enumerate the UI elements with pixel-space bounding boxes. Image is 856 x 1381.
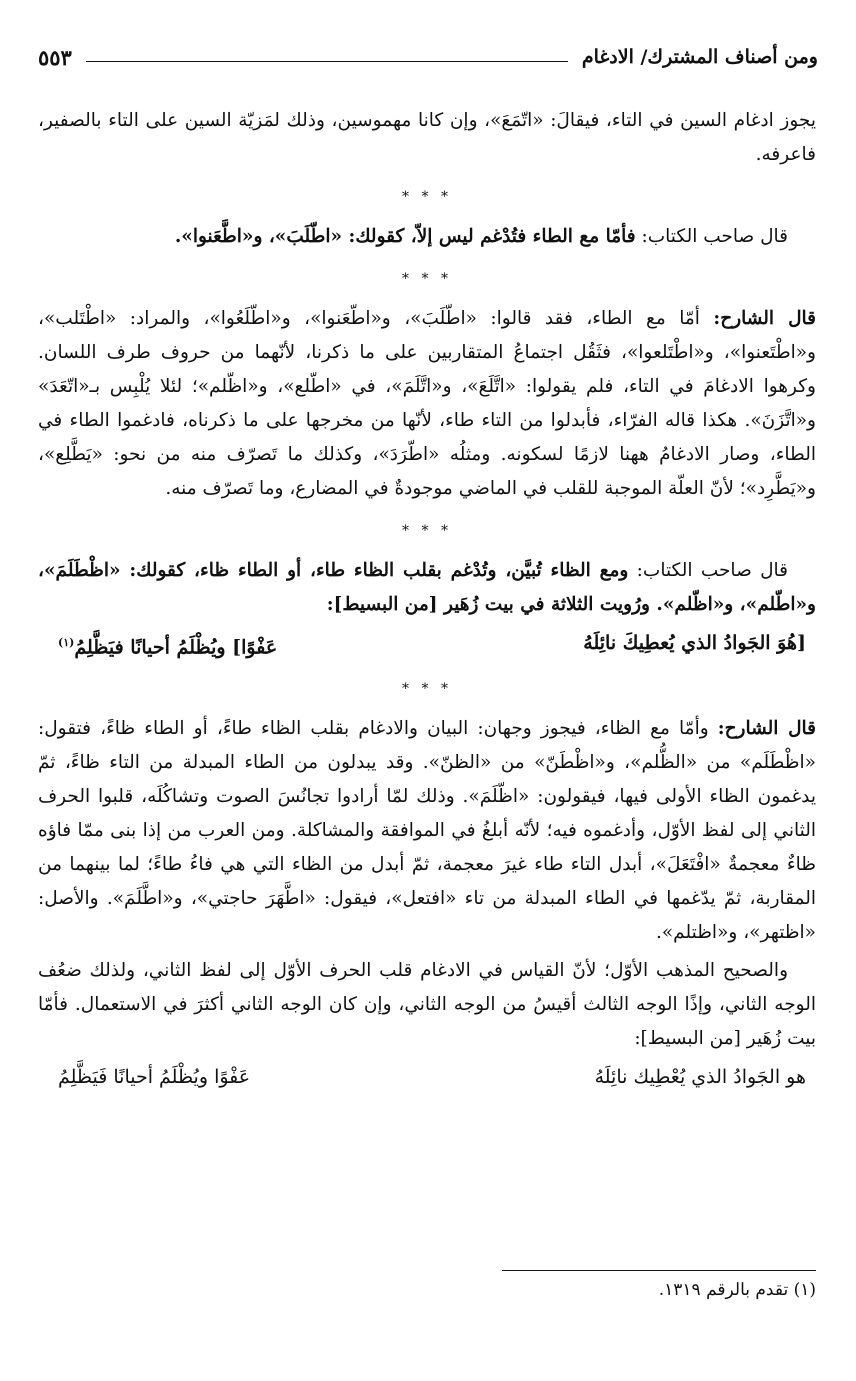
verse-second-hemistich (58, 626, 277, 664)
verse-first-hemistich: [هُوَ الجَوادُ الذي يُعطِيكَ نائِلَهُ (583, 632, 806, 654)
commentary-2 (38, 712, 816, 950)
commentator-lead: قال الشارح: (717, 718, 816, 740)
verse-second-hemistich: عَفْوًا ويُظْلَمُ أحيانًا فَيَظَّلِمُ (58, 1066, 251, 1089)
running-title: ومن أصناف المشترك/ الادغام (581, 46, 818, 68)
footnote-rule (502, 1270, 816, 1271)
author-rule: فأمّا مع الطاء فتُدْغم ليس إلاّ، كقولك: «اطّلَبَ»، و«اطَّعَنوا». (174, 226, 636, 247)
paragraph-1: يجوز ادغام السين في التاء، فيقالَ: «اتّمَعَ»، وإن كانا مهموسين، وذلك لمَزيّة السين على التاء بالصفير، فاعرفه. (38, 110, 816, 165)
paragraph-6: والصحيح المذهب الأوّل؛ لأنّ القياس في الادغام قلب الحرف الأوّل إلى لفظ الثاني، ولذلك ضعُف الوجه الثاني، وإذًا الوجه الثالث أقيسُ من الوجه الثاني، وإن كان الوجه الثاني أكثرَ في الاستعمال. فأمّا بيت زُهَير [من البسيط]: (38, 960, 816, 1050)
commentator-lead: قال الشارح: (713, 308, 816, 329)
author-rule: ومع الظاء تُبيَّن، وتُدْغم بقلب الظاء طاء، أو الطاء ظاء، كقولك: «اظْطَلَمَ»، و«اطّلم»، و«اظّلم». ورُويت الثلاثة في بيت زُهَير [من البسيط]: (38, 560, 816, 615)
page-body (38, 104, 816, 1098)
commentary-text: أمّا مع الطاء، فقد قالوا: «اطّلَبَ»، و«اطّعَنوا»، و«اطّلَعُوا»، والمراد: «اطْتَلب»، و«اطْتَعنوا»، و«اطْتَلعوا»، فثَقُل اجتماعُ المتقاربين على ما ذكرنا، لأنّهما من حروف طرف اللسان. وكرهوا الادغامَ في التاء، فلم يقولوا: «اتَّلَعَ»، و«اتَّلَمَ»، في «اطّلع»، و«اظّلم»؛ لئلا يُلْبِس بـ«اتّعَدَ» و«اتَّزَنَ». هكذا قاله الفرّاء، فأبدلوا من التاء طاء، لأنّها من مخرجها على ما ذكرناه، فادغموا الطاء في الطاء، وصار الادغامُ ههنا لازمًا لسكونه. ومثلُه «اطّرَدَ»، وكذلك ما تَصرّف منه من نحو: «يَطَّلِع»، و«يَطَّرِد»؛ لأنّ العلّة الموجبة للقلب في الماضي موجودةٌ في المضارع، وما تَصرّف منه. (38, 308, 816, 499)
page-header (38, 40, 818, 74)
verse-second-text: عَفْوًا] ويُظْلَمُ أحيانًا فيَظَّلِمُ (74, 636, 278, 659)
author-text-2 (38, 554, 816, 622)
author-lead: قال صاحب الكتاب: (636, 560, 788, 581)
separator-stars-1: * * * (402, 189, 452, 205)
author-lead: قال صاحب الكتاب: (641, 226, 788, 247)
verse-first-hemistich: هو الجَوادُ الذي يُعْطِيك نائِلَهُ (594, 1066, 806, 1089)
commentary-text: وأمّا مع الظاء، فيجوز وجهان: البيان والادغام بقلب الظاء طاءً، أو الطاء ظاءً، فتقول: «اظْطَلَم» من «الظُّلم»، و«اظْطَنّ» من «الظنّ». وقد يبدلون من الطاء المبدلة من التاء ظاءً، ثمّ يدغمون الظاء الأولى فيها، فيقولون: «اظّلَمَ». وذلك لمّا أرادوا تجانُسَ الصوت وتشاكُلَه، قلبوا الحرف الثاني إلى لفظ الأوّل، وأدغموه فيه؛ لأنّه أبلغُ في الموافقة والمشاكلة. ومن العرب من إذا بنى ممّا فاؤه ظاءٌ معجمةٌ «افْتَعَلَ»، أبدل التاء طاء غيرَ معجمة، ثمّ أبدل من الظاء التي هي فاءُ طاءً؛ لما بينهما من المقاربة، ثمّ يدّغمها في الطاء المبدلة من تاء «افتعل»، فيقول: «اطَّهَرَ حاجتي»، و«اطَّلَمَ». والأصل: «اظتهر»، و«اظتلم». (38, 718, 816, 944)
separator-stars-3: * * * (402, 523, 452, 539)
page-number: ٥٥٣ (38, 44, 72, 70)
author-text-1 (38, 220, 816, 254)
poetry-verse-2 (38, 1060, 816, 1094)
footnote: (١) تقدم بالرقم ١٣١٩. (658, 1280, 816, 1300)
separator-stars-2: * * * (402, 271, 452, 287)
poetry-verse-1 (38, 626, 816, 664)
commentary-1 (38, 302, 816, 506)
separator-stars-4: * * * (402, 681, 452, 698)
header-rule (86, 61, 568, 62)
footnote-marker: (١) (58, 636, 75, 649)
